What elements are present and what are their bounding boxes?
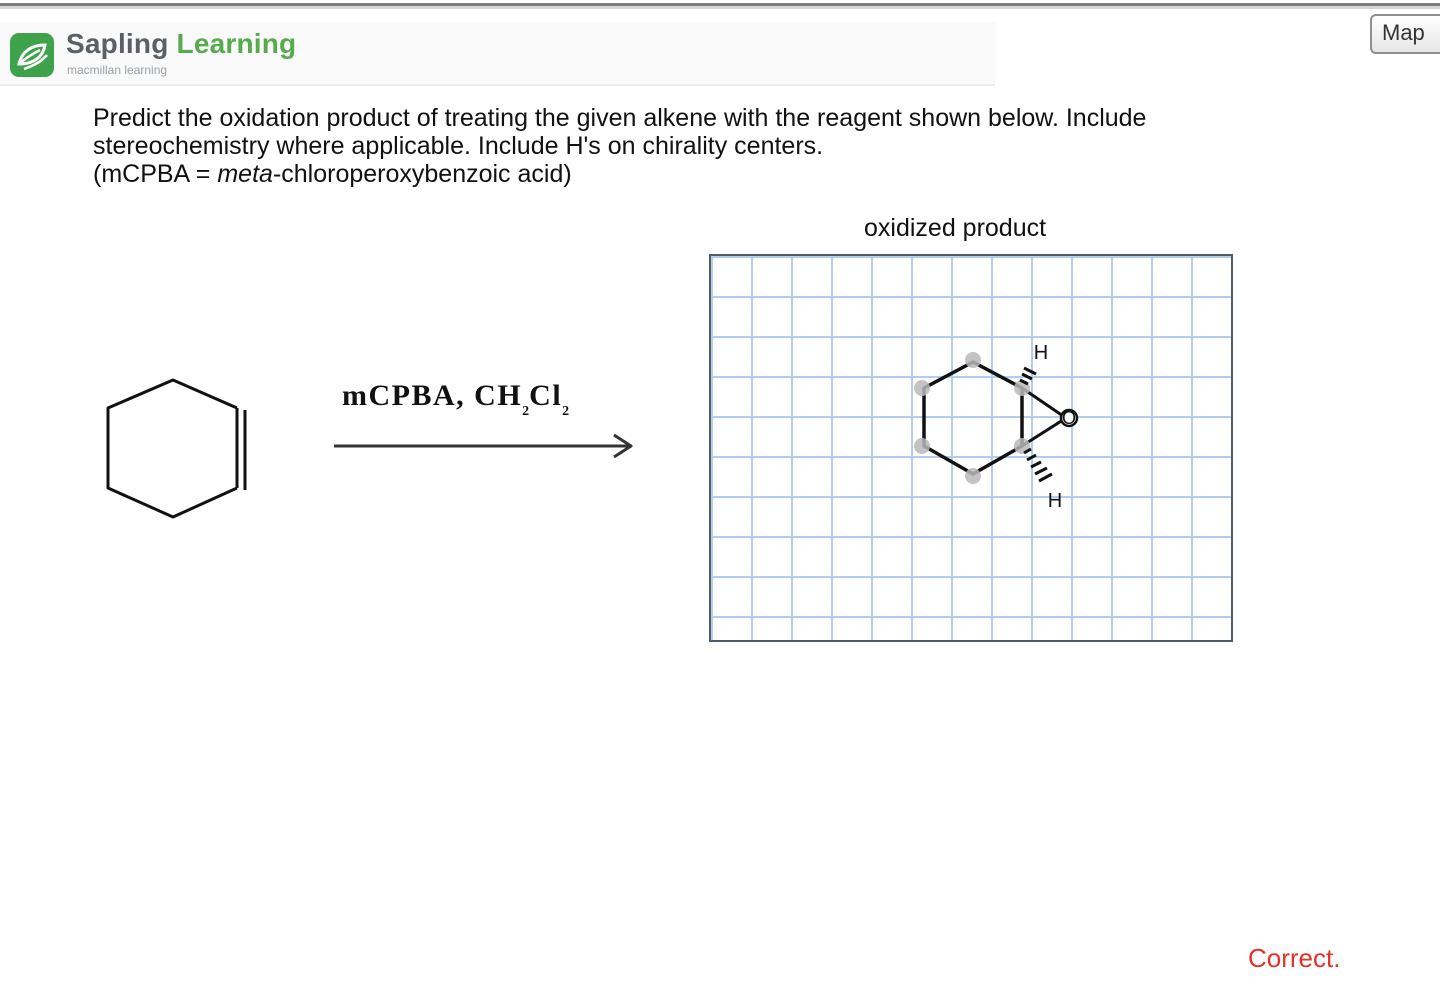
map-button[interactable]: Map xyxy=(1370,14,1440,54)
atom-h-bottom: H xyxy=(1047,490,1063,512)
product-label: oxidized product xyxy=(864,214,1047,242)
cyclohexene-structure xyxy=(96,372,256,524)
reagent-cl: Cl xyxy=(529,379,563,412)
brand-name-part2: Learning xyxy=(176,28,297,59)
atom-selection-marker xyxy=(914,352,1030,484)
question-line-3 xyxy=(93,160,1313,188)
brand-subtitle: macmillan learning xyxy=(67,63,168,77)
question-line-1: Predict the oxidation product of treating the given alkene with the reagent shown below. Include xyxy=(93,104,1147,132)
header-bar xyxy=(0,22,995,86)
atom-o: O xyxy=(1061,408,1077,428)
brand-name xyxy=(66,28,296,60)
reagent-ch: CH xyxy=(474,379,523,412)
question-line-2: stereochemistry where applicable. Include H's on chirality centers. xyxy=(93,132,824,160)
leaf-glyph xyxy=(10,33,54,77)
brand-name-part1: Sapling xyxy=(66,28,169,59)
reagent-sub-1: 2 xyxy=(522,404,530,419)
hashed-wedge-bottom xyxy=(1024,449,1052,481)
reagent-mcpba: mCPBA, xyxy=(342,379,466,412)
question-line-3-italic: meta xyxy=(217,160,273,188)
reaction-arrow xyxy=(332,430,638,460)
reagent-sub-2: 2 xyxy=(562,404,570,419)
question-text xyxy=(93,104,1313,188)
epoxide-product-structure xyxy=(711,256,1231,640)
reagent-label xyxy=(342,379,570,419)
drawing-canvas[interactable] xyxy=(709,254,1233,642)
question-line-3-suffix: -chloroperoxybenzoic acid) xyxy=(272,160,572,188)
question-line-3-prefix: (mCPBA = xyxy=(93,160,218,188)
atom-h-top: H xyxy=(1033,342,1049,364)
top-border xyxy=(0,0,1440,14)
hashed-wedge-top xyxy=(1020,368,1036,384)
sapling-leaf-icon xyxy=(10,33,54,77)
status-message: Correct. xyxy=(1248,943,1341,973)
